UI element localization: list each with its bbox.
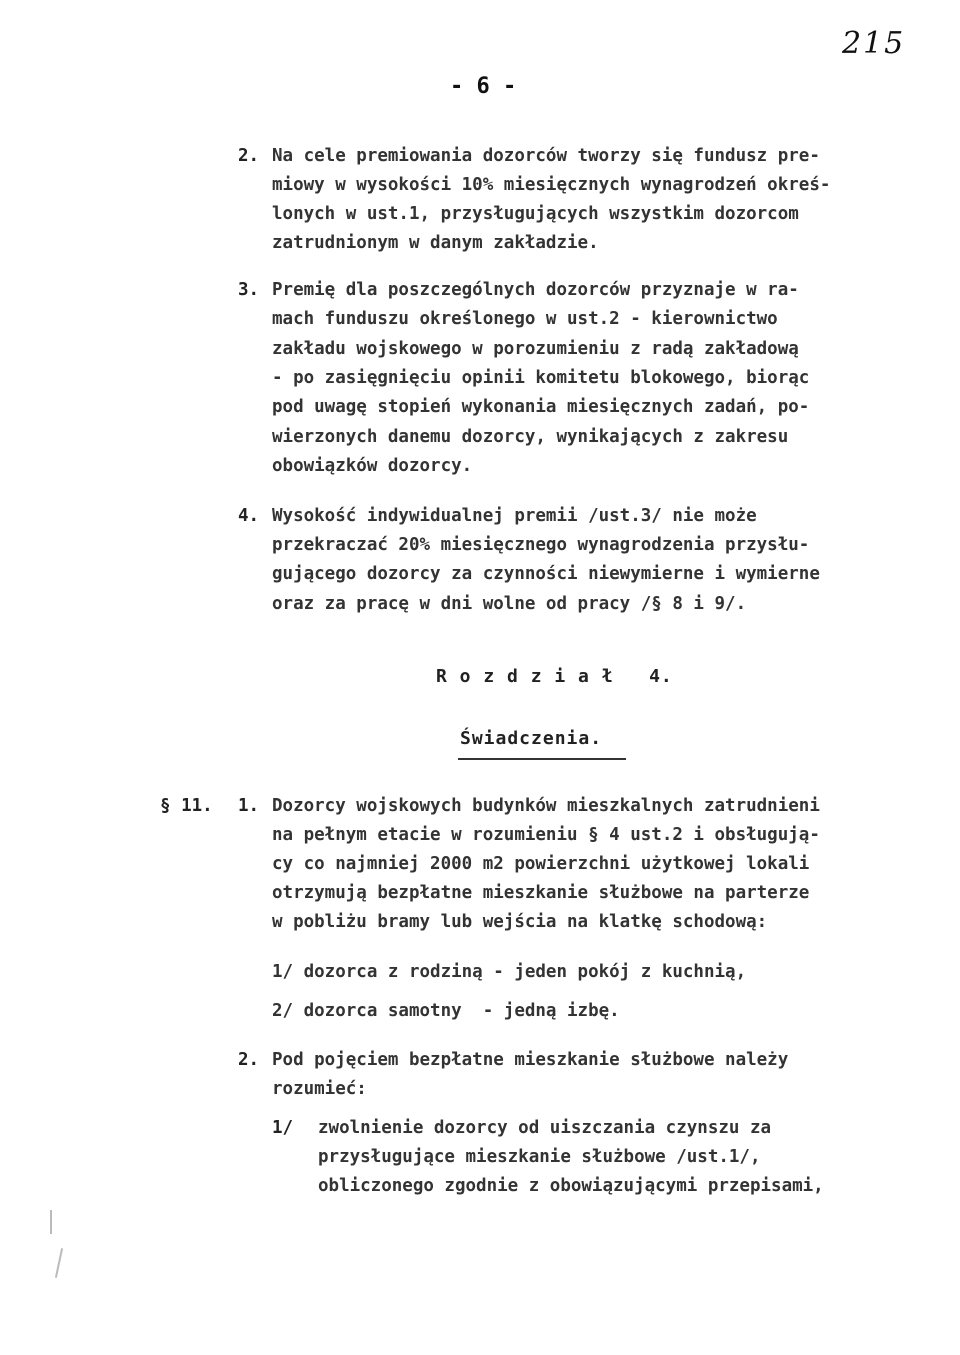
point-2-line: Pod pojęciem bezpłatne mieszkanie służbowe należy: [272, 1050, 789, 1070]
section-4-line: oraz za pracę w dni wolne od pracy /§ 8 i 9/.: [272, 594, 747, 614]
sub-item-line: zwolnienie dozorcy od uiszczania czynszu za: [318, 1118, 772, 1138]
section-3-line: mach funduszu określonego w ust.2 - kierownictwo: [272, 309, 778, 329]
chapter-title: R o z d z i a ł 4.: [436, 666, 673, 687]
section-3-line: - po zasięgnięciu opinii komitetu blokowego, biorąc: [272, 368, 810, 388]
section-3-line: obowiązków dozorcy.: [272, 456, 473, 476]
section-4-line: przekraczać 20% miesięcznego wynagrodzenia przysłu-: [272, 535, 810, 555]
sub-item-line: obliczonego zgodnie z obowiązującymi przepisami,: [318, 1176, 824, 1196]
section-2-line: Na cele premiowania dozorców tworzy się fundusz pre-: [272, 146, 820, 166]
section-2-number: 2.: [238, 146, 260, 166]
point-2-line: rozumieć:: [272, 1079, 367, 1099]
list-item: 1/ dozorca z rodziną - jeden pokój z kuchnią,: [272, 962, 747, 982]
list-item: 2/ dozorca samotny - jedną izbę.: [272, 1001, 620, 1021]
section-3-line: zakładu wojskowego w porozumieniu z radą zakładową: [272, 339, 799, 359]
section-3-line: Premię dla poszczególnych dozorców przyznaje w ra-: [272, 280, 799, 300]
section-3-line: pod uwagę stopień wykonania miesięcznych zadań, po-: [272, 397, 810, 417]
section-4-number: 4.: [238, 506, 260, 526]
section-3-number: 3.: [238, 280, 260, 300]
paragraph-marker: § 11.: [160, 796, 213, 816]
margin-mark: [55, 1248, 63, 1278]
page-number: - 6 -: [450, 74, 517, 99]
chapter-subtitle: Świadczenia.: [460, 728, 603, 749]
margin-mark: [50, 1210, 52, 1234]
section-2-line: lonych w ust.1, przysługujących wszystkim dozorcom: [272, 204, 799, 224]
section-2-line: miowy w wysokości 10% miesięcznych wynagrodzeń okreś-: [272, 175, 831, 195]
point-1-line: otrzymują bezpłatne mieszkanie służbowe na parterze: [272, 883, 810, 903]
section-2-line: zatrudnionym w danym zakładzie.: [272, 233, 599, 253]
heading-underline: [458, 758, 626, 760]
sub-item-number: 1/: [272, 1118, 294, 1138]
section-3-line: wierzonych danemu dozorcy, wynikających z zakresu: [272, 427, 789, 447]
point-1-line: na pełnym etacie w rozumieniu § 4 ust.2 i obsługują-: [272, 825, 820, 845]
point-2-number: 2.: [238, 1050, 260, 1070]
section-4-line: Wysokość indywidualnej premii /ust.3/ nie może: [272, 506, 757, 526]
point-1-line: w pobliżu bramy lub wejścia na klatkę schodową:: [272, 912, 768, 932]
sub-item-line: przysługujące mieszkanie służbowe /ust.1/,: [318, 1147, 761, 1167]
point-1-line: Dozorcy wojskowych budynków mieszkalnych zatrudnieni: [272, 796, 820, 816]
handwritten-page-number: 215: [842, 26, 906, 61]
point-1-line: cy co najmniej 2000 m2 powierzchni użytkowej lokali: [272, 854, 810, 874]
section-4-line: gującego dozorcy za czynności niewymierne i wymierne: [272, 564, 820, 584]
point-1-number: 1.: [238, 796, 260, 816]
